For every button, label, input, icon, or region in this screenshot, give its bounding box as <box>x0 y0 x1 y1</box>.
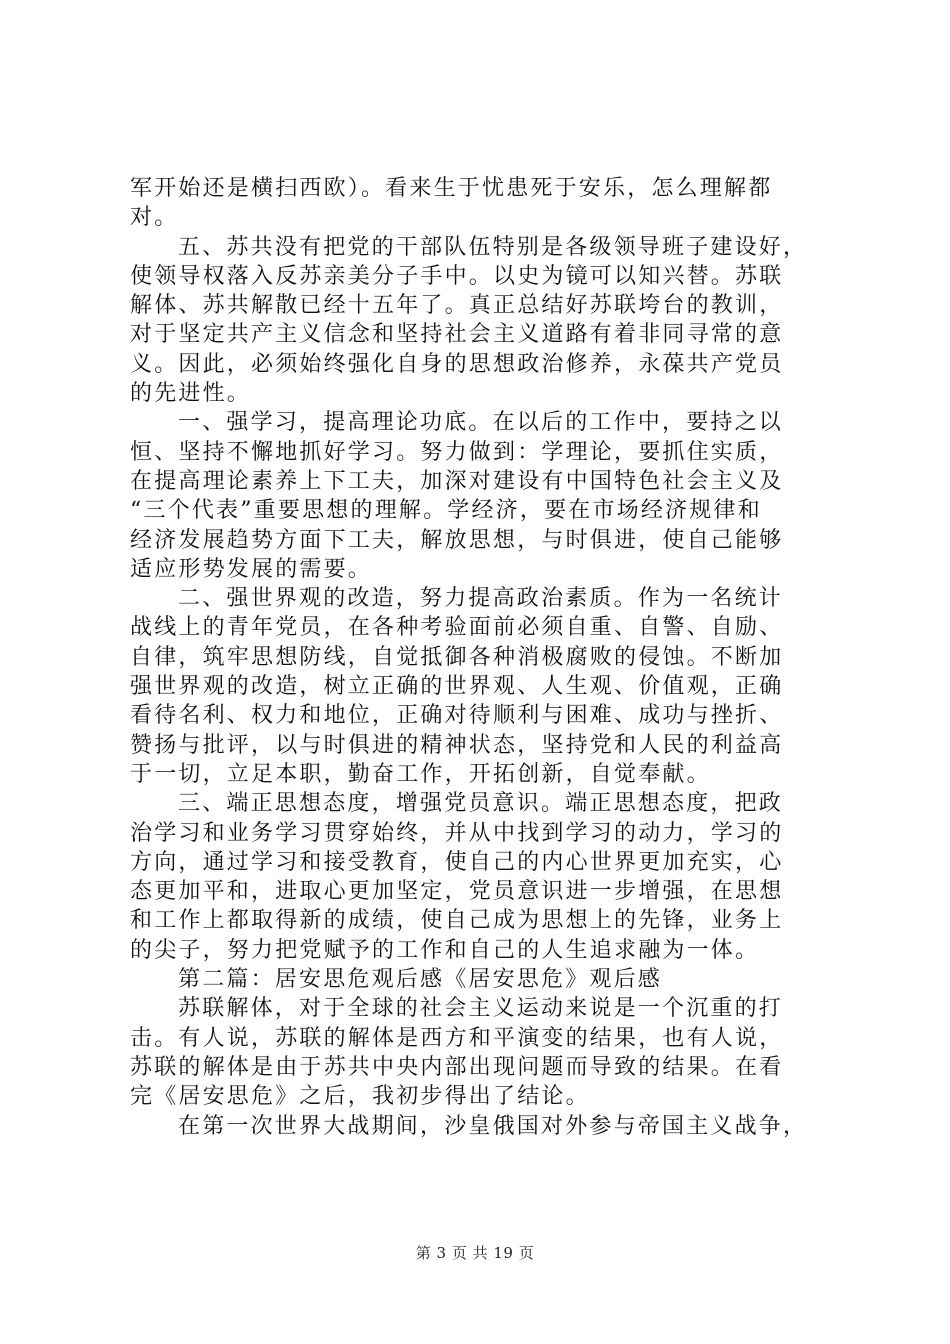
text-line: 恒、坚持不懈地抓好学习。努力做到：学理论，要抓住实质， <box>130 439 784 465</box>
text-line: 赞扬与批评，以与时俱进的精神状态，坚持党和人民的利益高 <box>130 732 784 758</box>
text-line: 二、强世界观的改造，努力提高政治素质。作为一名统计 <box>178 586 784 612</box>
text-line: 解体、苏共解散已经十五年了。真正总结好苏联垮台的教训， <box>130 293 784 319</box>
text-line: 对。 <box>130 205 179 231</box>
text-line: 经济发展趋势方面下工夫，解放思想，与时俱进，使自己能够 <box>130 527 784 553</box>
text-line: 看待名利、权力和地位，正确对待顺利与困难、成功与挫折、 <box>130 703 784 729</box>
text-line: 于一切，立足本职，勤奋工作，开拓创新，自觉奉献。 <box>130 761 711 787</box>
text-line: 苏联解体，对于全球的社会主义运动来说是一个沉重的打 <box>178 996 784 1022</box>
text-line: 的先进性。 <box>130 381 252 407</box>
text-line: 军开始还是横扫西欧）。看来生于忧患死于安乐，怎么理解都 <box>130 176 773 201</box>
text-line: 五、苏共没有把党的干部队伍特别是各级领导班子建设好， <box>178 234 808 260</box>
text-line: 使领导权落入反苏亲美分子手中。以史为镜可以知兴替。苏联 <box>130 263 784 289</box>
text-line: “三个代表”重要思想的理解。学经济，要在市场经济规律和 <box>130 498 762 524</box>
text-line: 战线上的青年党员，在各种考验面前必须自重、自警、自励、 <box>130 615 784 641</box>
text-line: 三、端正思想态度，增强党员意识。端正思想态度，把政 <box>178 791 784 817</box>
text-line: 自律，筑牢思想防线，自觉抵御各种消极腐败的侵蚀。不断加 <box>130 644 784 670</box>
text-line: 适应形势发展的需要。 <box>130 556 373 582</box>
document-body <box>130 174 836 1141</box>
text-line: 和工作上都取得新的成绩，使自己成为思想上的先锋，业务上 <box>130 908 784 934</box>
text-line: 第二篇：居安思危观后感《居安思危》观后感 <box>178 967 663 993</box>
text-line: 在提高理论素养上下工夫，加深对建设有中国特色社会主义及 <box>130 468 784 494</box>
text-line: 在第一次世界大战期间，沙皇俄国对外参与帝国主义战争， <box>178 1113 808 1139</box>
text-line: 治学习和业务学习贯穿始终，并从中找到学习的动力，学习的 <box>130 820 784 846</box>
page-footer: 第 3 页 共 19 页 <box>415 1244 535 1262</box>
text-line: 完《居安思危》之后，我初步得出了结论。 <box>130 1084 590 1110</box>
text-line: 对于坚定共产主义信念和坚持社会主义道路有着非同寻常的意 <box>130 322 784 348</box>
text-line: 苏联的解体是由于苏共中央内部出现问题而导致的结果。在看 <box>130 1054 784 1080</box>
text-line: 一、强学习，提高理论功底。在以后的工作中，要持之以 <box>178 410 784 436</box>
text-line: 的尖子，努力把党赋予的工作和自己的人生追求融为一体。 <box>130 937 760 963</box>
text-line: 击。有人说，苏联的解体是西方和平演变的结果，也有人说， <box>130 1025 784 1051</box>
text-line: 态更加平和，进取心更加坚定，党员意识进一步增强，在思想 <box>130 879 784 905</box>
text-line: 方向，通过学习和接受教育，使自己的内心世界更加充实，心 <box>130 849 784 875</box>
text-line: 强世界观的改造，树立正确的世界观、人生观、价值观，正确 <box>130 674 784 700</box>
text-line: 义。因此，必须始终强化自身的思想政治修养，永葆共产党员 <box>130 351 784 377</box>
